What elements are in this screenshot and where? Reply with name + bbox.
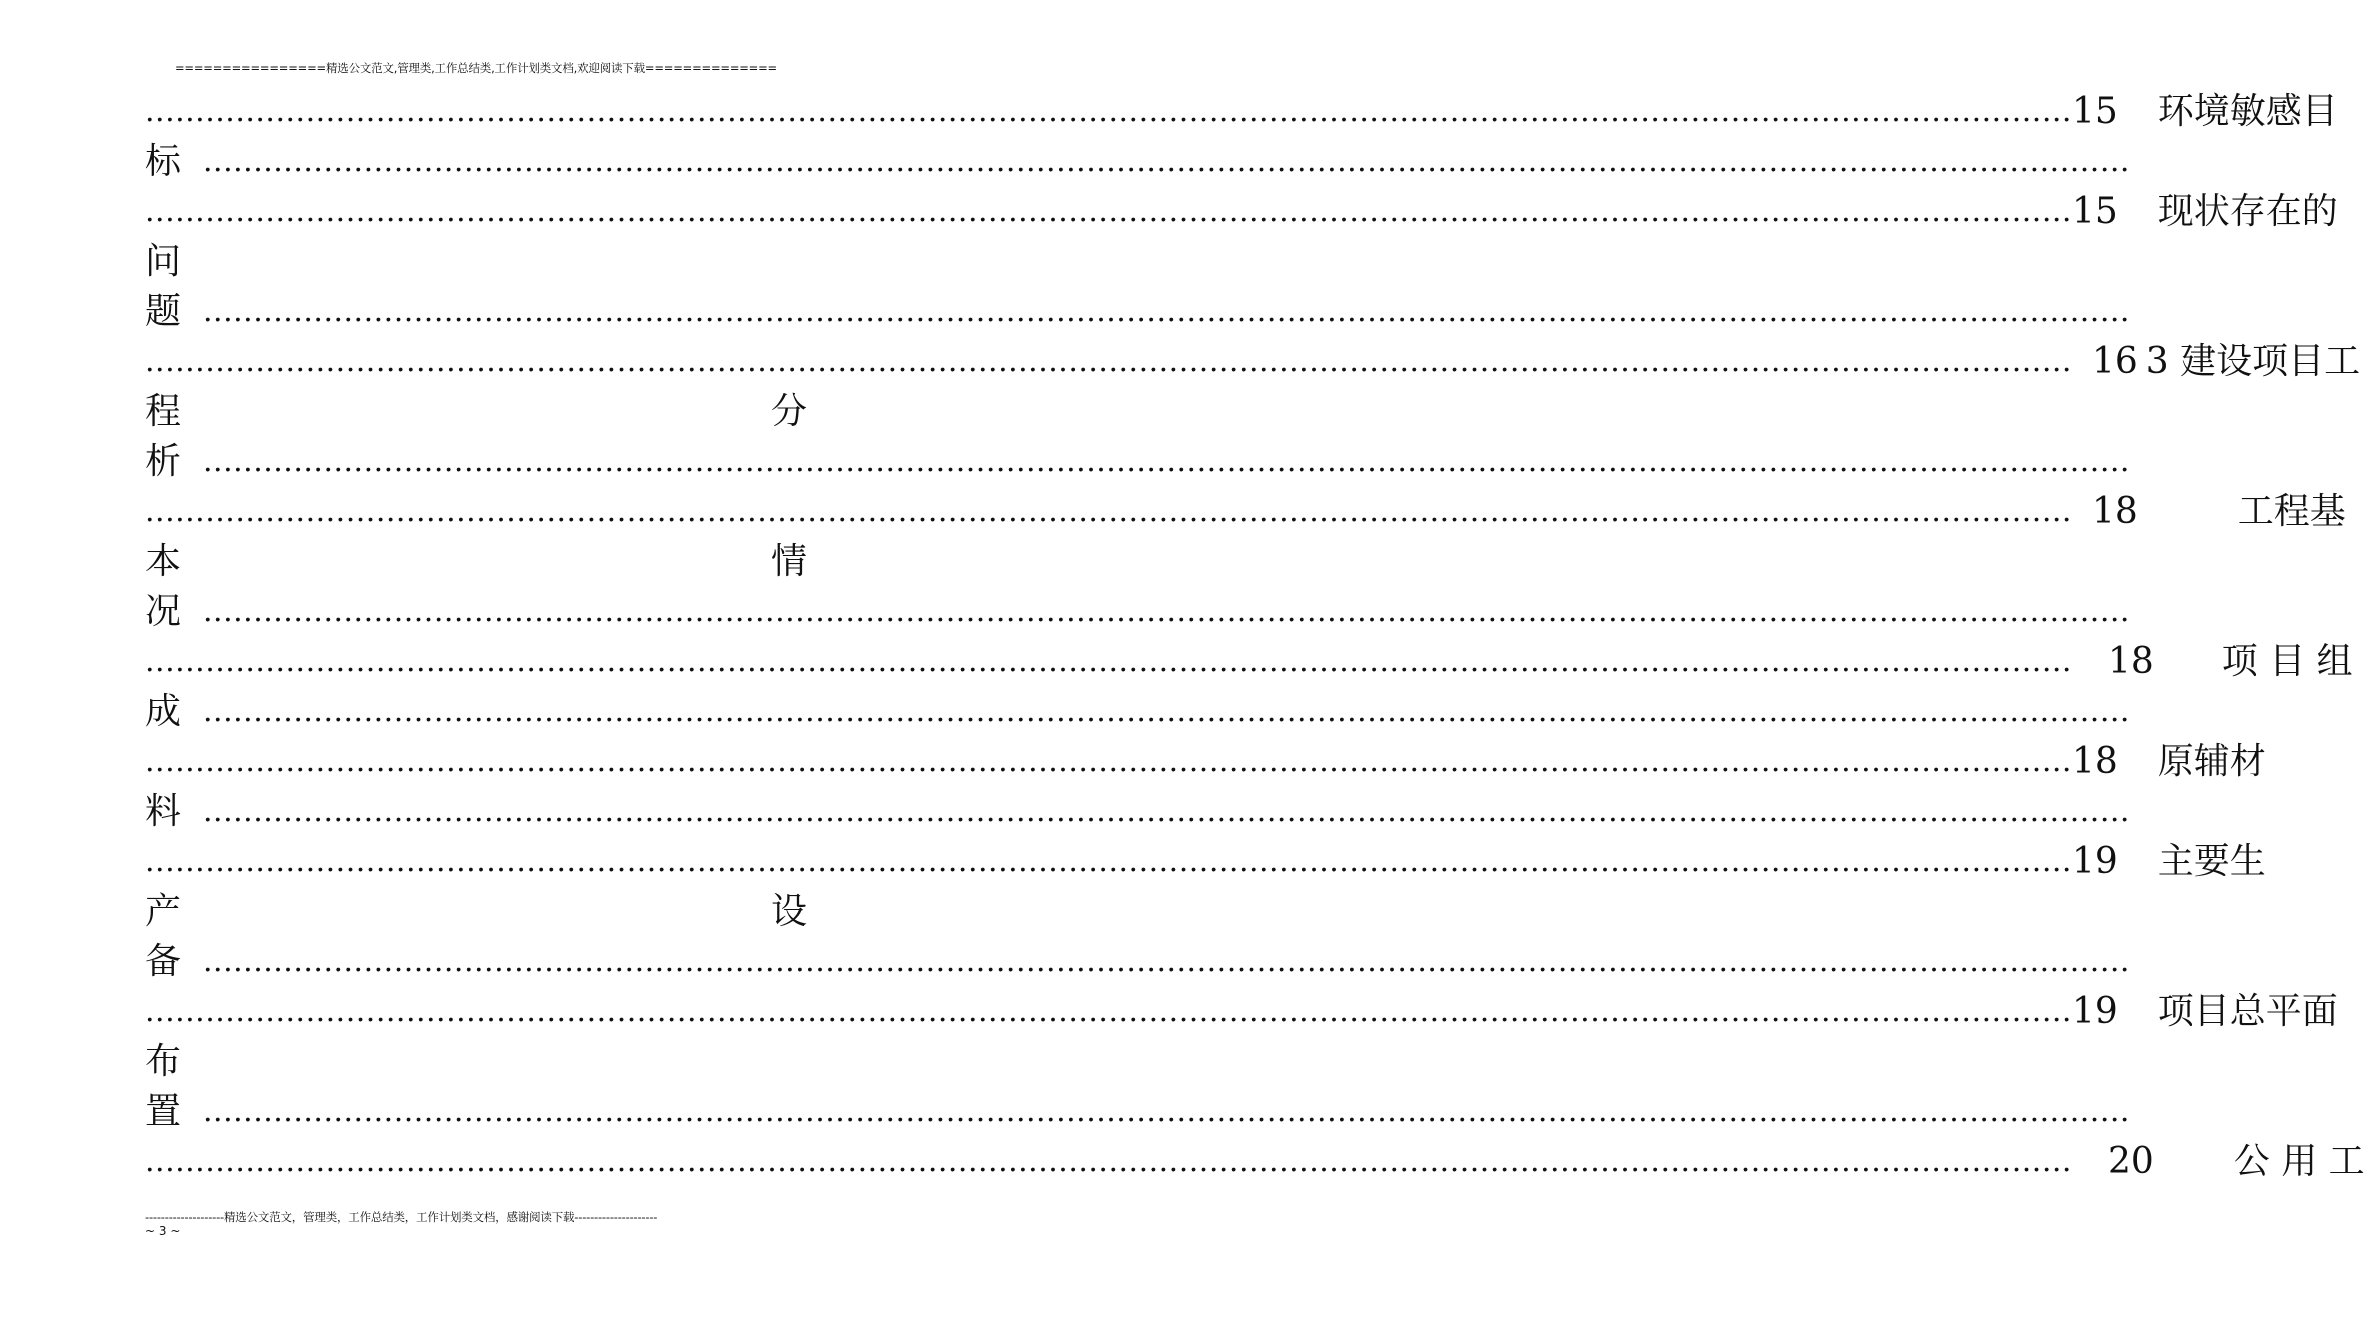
page-ref: 15: [2071, 91, 2118, 132]
entry-title: 产: [145, 891, 182, 932]
leader-dots: [203, 590, 2130, 634]
entry-title: 置: [145, 1091, 182, 1132]
toc-line: [145, 134, 807, 184]
entry-title: 本: [145, 541, 182, 582]
page-header: ================精选公文范文,管理类,工作总结类,工作计划类文档,欢迎阅读下载==============: [175, 61, 777, 75]
entry-title: 主要生: [2157, 841, 2266, 882]
table-of-contents: [145, 84, 2365, 1184]
page-ref: 19: [2071, 841, 2118, 882]
entry-title: 现状存在的: [2157, 191, 2338, 232]
leader-dots: [145, 740, 2072, 784]
toc-line: [145, 634, 2353, 684]
entry-title: 标: [145, 141, 182, 182]
entry-title: 题: [145, 291, 182, 332]
leader-dots: [145, 640, 2072, 684]
toc-line: [145, 1034, 807, 1084]
entry-title: 布: [145, 1041, 182, 1082]
entry-title: 设: [770, 891, 807, 932]
leader-dots: [145, 1140, 2072, 1184]
toc-line: [145, 534, 807, 584]
page-ref: 18: [2091, 491, 2138, 532]
entry-title: 工程基: [2237, 491, 2346, 532]
page-ref: 16: [2091, 341, 2138, 382]
toc-line: [145, 484, 2346, 534]
toc-line: [145, 384, 807, 434]
entry-title: 况: [145, 591, 182, 632]
toc-line: [145, 834, 2266, 884]
leader-dots: [145, 340, 2072, 384]
leader-dots: [145, 190, 2072, 234]
entry-title: 项 目 组: [2221, 641, 2353, 682]
leader-dots: [203, 940, 2130, 984]
leader-dots: [145, 490, 2072, 534]
toc-line: [145, 884, 807, 934]
toc-line: [145, 734, 2266, 784]
leader-dots: [203, 440, 2130, 484]
toc-line: [145, 334, 2361, 384]
entry-title: 问: [145, 241, 182, 282]
toc-line: [145, 234, 807, 284]
entry-title: 成: [145, 691, 182, 732]
toc-line: [145, 784, 807, 834]
leader-dots: [145, 990, 2072, 1034]
entry-title: 环境敏感目: [2157, 91, 2338, 132]
entry-title: 程: [145, 391, 182, 432]
toc-line: [145, 434, 807, 484]
entry-title: 公 用 工: [2233, 1141, 2365, 1182]
toc-line: [145, 184, 2338, 234]
entry-title: 分: [770, 391, 807, 432]
leader-dots: [145, 840, 2072, 884]
entry-title: 备: [145, 941, 182, 982]
leader-dots: [203, 290, 2130, 334]
toc-line: [145, 1084, 807, 1134]
toc-line: [145, 684, 807, 734]
toc-line: [145, 1134, 2365, 1184]
page-ref: 19: [2071, 991, 2118, 1032]
entry-title: 情: [770, 541, 807, 582]
toc-line: [145, 584, 807, 634]
page-ref: 15: [2071, 191, 2118, 232]
entry-title: 原辅材: [2157, 741, 2266, 782]
page-ref: 20: [2107, 1141, 2154, 1182]
toc-line: [145, 284, 807, 334]
toc-line: [145, 84, 2338, 134]
entry-title: 3 建设项目工: [2145, 341, 2361, 382]
entry-title: 项目总平面: [2157, 991, 2338, 1032]
toc-line: [145, 934, 807, 984]
toc-line: [145, 984, 2338, 1034]
entry-title: 料: [145, 791, 182, 832]
page-ref: 18: [2071, 741, 2118, 782]
page-ref: 18: [2107, 641, 2154, 682]
leader-dots: [203, 790, 2130, 834]
page-number: ~ 3 ~: [145, 1224, 181, 1238]
leader-dots: [145, 90, 2072, 134]
page-footer: --------------------精选公文范文，管理类，工作总结类，工作计划类文档，感谢阅读下载---------------------: [145, 1210, 658, 1224]
entry-title: 析: [145, 441, 182, 482]
leader-dots: [203, 1090, 2130, 1134]
leader-dots: [203, 690, 2130, 734]
leader-dots: [203, 140, 2130, 184]
